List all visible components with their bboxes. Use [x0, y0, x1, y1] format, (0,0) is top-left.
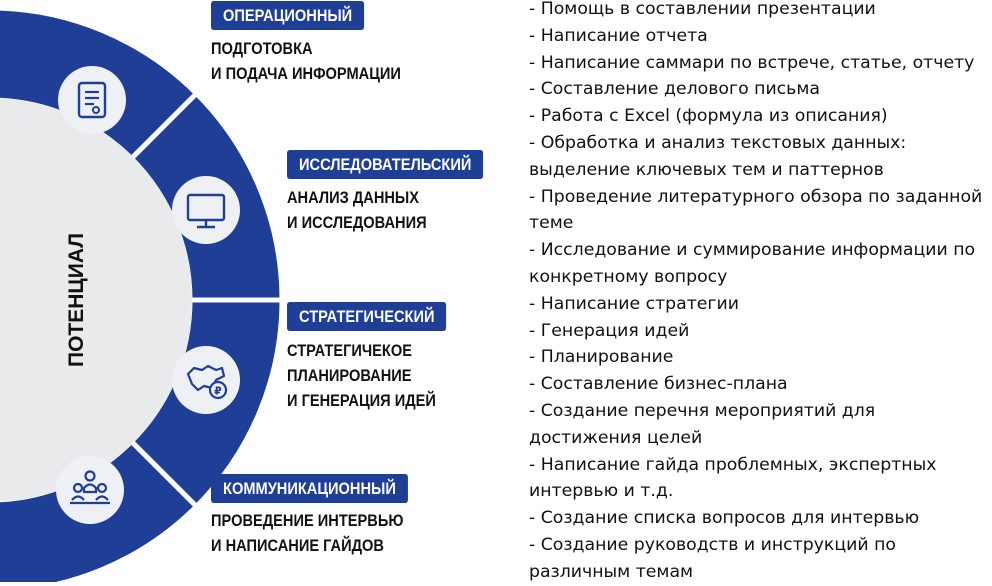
task-list-item: выделение ключевых тем и паттернов: [529, 159, 884, 180]
task-list-item: - Обработка и анализ текстовых данных:: [529, 132, 907, 153]
ruble-sign: ₽: [214, 384, 222, 398]
task-list-item: - Проведение литературного обзора по заданной: [529, 186, 983, 207]
category-operational-description: [211, 36, 401, 86]
task-list-item: - Написание гайда проблемных, экспертных: [529, 454, 937, 475]
task-list-item: - Планирование: [529, 347, 674, 368]
task-list-item: - Создание списка вопросов для интервью: [529, 508, 920, 529]
description-line: ПЛАНИРОВАНИЕ: [287, 366, 412, 385]
task-list-item: - Составление бизнес-плана: [529, 374, 788, 395]
task-list-item: теме: [529, 213, 574, 234]
description-line: АНАЛИЗ ДАННЫХ: [287, 188, 419, 207]
task-list-item: конкретному вопросу: [529, 266, 728, 287]
category-research-title: ИССЛЕДОВАТЕЛЬСКИЙ: [287, 150, 483, 179]
description-line: ПОДГОТОВКА: [211, 39, 313, 58]
description-line: И ПОДАЧА ИНФОРМАЦИИ: [211, 64, 401, 83]
document-icon: [58, 66, 126, 134]
task-list-item: - Создание перечня мероприятий для: [529, 400, 876, 421]
people-group-icon: [56, 456, 124, 524]
category-communication-title: КОММУНИКАЦИОННЫЙ: [211, 474, 408, 503]
task-list-item: - Генерация идей: [529, 320, 690, 341]
icon-badge: [172, 176, 240, 244]
center-label: ПОТЕНЦИАЛ: [65, 232, 88, 368]
task-list-item: - Исследование и суммирование информации по: [529, 240, 976, 261]
icon-badge: [58, 66, 126, 134]
task-list-item: достижения целей: [529, 427, 703, 448]
task-list-item: - Помощь в составлении презентации: [529, 0, 876, 19]
monitor-icon: [172, 176, 240, 244]
category-research-description: [287, 185, 427, 235]
task-list-item: интервью и т.д.: [529, 481, 674, 502]
task-list-item: - Написание стратегии: [529, 293, 739, 314]
category-operational-title: ОПЕРАЦИОННЫЙ: [211, 1, 364, 30]
task-list-item: - Создание руководств и инструкций по: [529, 534, 896, 555]
icon-badge: [56, 456, 124, 524]
task-list-item: различным темам: [529, 561, 694, 582]
task-list-item: - Написание саммари по встрече, статье, отчету: [529, 52, 975, 73]
map-ruble-icon: [172, 346, 240, 414]
category-strategic-description: [287, 338, 436, 413]
category-communication-description: [211, 508, 403, 558]
task-list-item: - Написание отчета: [529, 25, 708, 46]
description-line: И ГЕНЕРАЦИЯ ИДЕЙ: [287, 391, 436, 410]
task-list-item: - Работа с Excel (формула из описания): [529, 106, 888, 127]
task-list: [529, 0, 992, 586]
description-line: ПРОВЕДЕНИЕ ИНТЕРВЬЮ: [211, 511, 404, 530]
icon-badge: [172, 346, 240, 414]
category-strategic-title: СТРАТЕГИЧЕСКИЙ: [287, 302, 447, 331]
task-list-item: - Составление делового письма: [529, 79, 820, 100]
description-line: СТРАТЕГИЧЕКОЕ: [287, 341, 412, 360]
description-line: И ИССЛЕДОВАНИЯ: [287, 213, 427, 232]
description-line: И НАПИСАНИЕ ГАЙДОВ: [211, 536, 384, 555]
